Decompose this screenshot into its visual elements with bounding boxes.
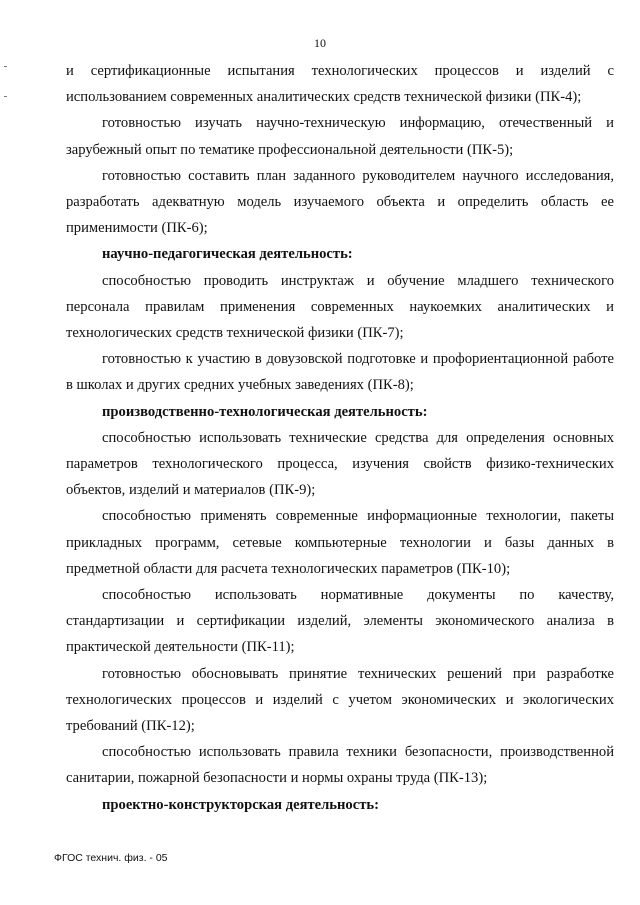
scan-artifact-mark [4,96,7,97]
paragraph: способностью проводить инструктаж и обучение младшего технического персонала правилам применения современных наукоемких аналитических и технологических средств технической физики (ПК-7); [66,272,614,342]
paragraph: способностью использовать нормативные документы по качеству, стандартизации и сертификации изделий, элементы экономического анализа в практической деятельности (ПК-11); [66,587,614,656]
section-heading: производственно-технологическая деятельность: [102,403,428,420]
section-heading: научно-педагогическая деятельность: [102,246,353,263]
page-number: 10 [314,36,326,50]
paragraph: и сертификационные испытания технологических процессов и изделий с использованием современных аналитических средств технической физики (ПК-4); [66,63,614,106]
paragraph: способностью использовать технические средства для определения основных параметров технологического процесса, изучения свойств физико-технических объектов, изделий и материалов (ПК-9); [66,429,614,499]
section-heading: проектно-конструкторская деятельность: [102,796,379,813]
scan-artifact-mark [4,66,7,67]
page-footer: ФГОС технич. физ. - 05 [54,852,168,864]
paragraph: готовностью к участию в довузовской подготовке и профориентационной работе в школах и других средних учебных заведениях (ПК-8); [66,351,614,394]
paragraph: способностью использовать правила техники безопасности, производственной санитарии, пожарной безопасности и нормы охраны труда (ПК-13); [66,744,614,787]
paragraph: готовностью изучать научно-техническую информацию, отечественный и зарубежный опыт по тематике профессиональной деятельности (ПК-5); [66,115,614,158]
document-body [66,58,614,818]
paragraph: готовностью обосновывать принятие технических решений при разработке технологических процессов и изделий с учетом экономических и экологических требований (ПК-12); [66,665,614,735]
paragraph: готовностью составить план заданного руководителем научного исследования, разработать адекватную модель изучаемого объекта и определить область ее применимости (ПК-6); [66,167,614,237]
paragraph: способностью применять современные информационные технологии, пакеты прикладных программ, сетевые компьютерные технологии и базы данных в предметной области для расчета технологических параметров (ПК-10); [66,508,614,577]
